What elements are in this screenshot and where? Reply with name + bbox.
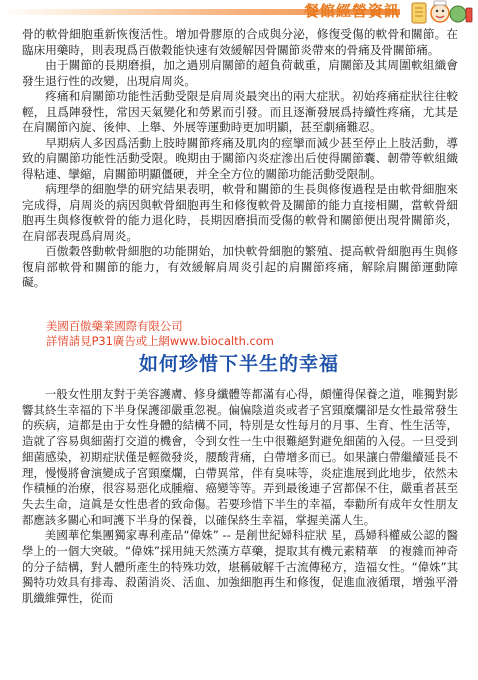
company-name: 美國百傲藥業國際有限公司: [46, 319, 183, 333]
paragraph: 百傲穀啓動軟骨細胞的功能開始，加快軟骨細胞的繁殖、提高軟骨細胞再生與修復肩部軟骨和關節的能力，有效緩解肩周炎引起的肩關節疼痛，解除肩關節運動障礙。: [22, 244, 458, 289]
paragraph: 美國華佗集團獨家專利產品“偉姝” -- 是創世紀婦科症狀 星，爲婦科權威公認的醫學上的一個大突破。“偉姝”採用純天然漢方草藥，提取其有機元素精華 的複雜而神奇的分子結構，對人體所產生的特殊功效，堪稱破解千古流傳秘方，造福女性。“偉姝”其獨特功效具有排毒、殺菌消炎、活血、加強細胞再生和修復，促進血液循環，增強平滑肌纖維彈性，從而: [22, 528, 458, 606]
section-header-title: 餐館經營資訊: [304, 2, 401, 20]
paragraph: 早期病人多因爲活動上肢時關節疼痛及肌肉的痙攣而減少甚至停止上肢活動，導致的肩關節功能性活動受限。晚期由于關節內炎症滲出后使得關節囊、韌帶等軟組織得粘連、攣縮，肩關節明顯僵硬，并全全方位的關節功能活動受限制。: [22, 135, 458, 181]
header-band: [0, 0, 478, 24]
company-promo: [46, 319, 274, 349]
article-body-part1: [22, 27, 458, 291]
article-title: 如何珍惜下半生的幸福: [138, 353, 339, 375]
article-body-part2: [22, 387, 458, 607]
paragraph: 一般女性朋友對于美容護膚、修身纖體等都滿有心得，頗懂得保養之道，唯獨對影響其終生幸福的下半身保護卻嚴重忽視。偏偏陰道炎或者子宮頸糜爛卻是女性最常發生的疾病，這都是由于女性身體的結構不同，特別是女性每月的月事、生育、性生活等，造就了容易與細菌打交道的機會，令到女性一生中很難絕對避免細菌的入侵。一旦受到細菌感染，初期症狀僅是輕微發炎，腰酸背痛，白帶增多而已。如果讓白帶繼續延長不理，慢慢將會演變成子宮頸糜爛，白帶異常，伴有臭味等，炎症進展到此地步，依然未作積極的治療，很容易惡化成腫瘤、癌變等等。弄到最後連子宮都保不住，嚴重者甚至失去生命，這眞是女性患者的致命傷。若要珍惜下半生的幸福，奉勸所有成年女性朋友都應該多關心和呵護下半身的保養，以確保終生幸福，掌握美滿人生。: [22, 387, 458, 527]
paragraph: 疼痛和肩關節功能性活動受限是肩周炎最突出的兩大症狀。初始疼痛症狀往往較輕，且爲陣發性，常因天氣變化和勞累而引發。而且逐漸發展爲持續性疼痛，尤其是在肩關節內旋、後伸、上舉、外展等運動時更加明顯，甚至劇痛難忍。: [22, 89, 458, 134]
paragraph: 由于關節的長期磨損，加之過別肩關節的超負荷載重，肩關節及其周圍軟組織會發生退行性的改變，出現肩周炎。: [22, 58, 458, 88]
promo-website-link[interactable]: 詳情請見P31廣告或上網www.biocalth.com: [46, 334, 274, 348]
paragraph: 骨的軟骨細胞重新恢復活性。增加骨膠原的合成與分泌，修復受傷的軟骨和關節。在臨床用藥時，則表現爲百傲穀能快速有效緩解因骨關節炎帶來的骨痛及骨關節痛。: [22, 27, 458, 57]
paragraph: 病理學的細胞學的研究結果表明，軟骨和關節的生長與修復過程是由軟骨細胞來完成得，肩周炎的病因與軟骨細胞再生和修復軟骨及關節的能力直接相關，當軟骨細胞再生與修復軟骨的能力退化時，長期因磨損而受傷的軟骨和關節便出現骨關節炎，在肩部表現爲肩周炎。: [22, 182, 458, 243]
restaurant-logo-icon: [410, 0, 474, 28]
